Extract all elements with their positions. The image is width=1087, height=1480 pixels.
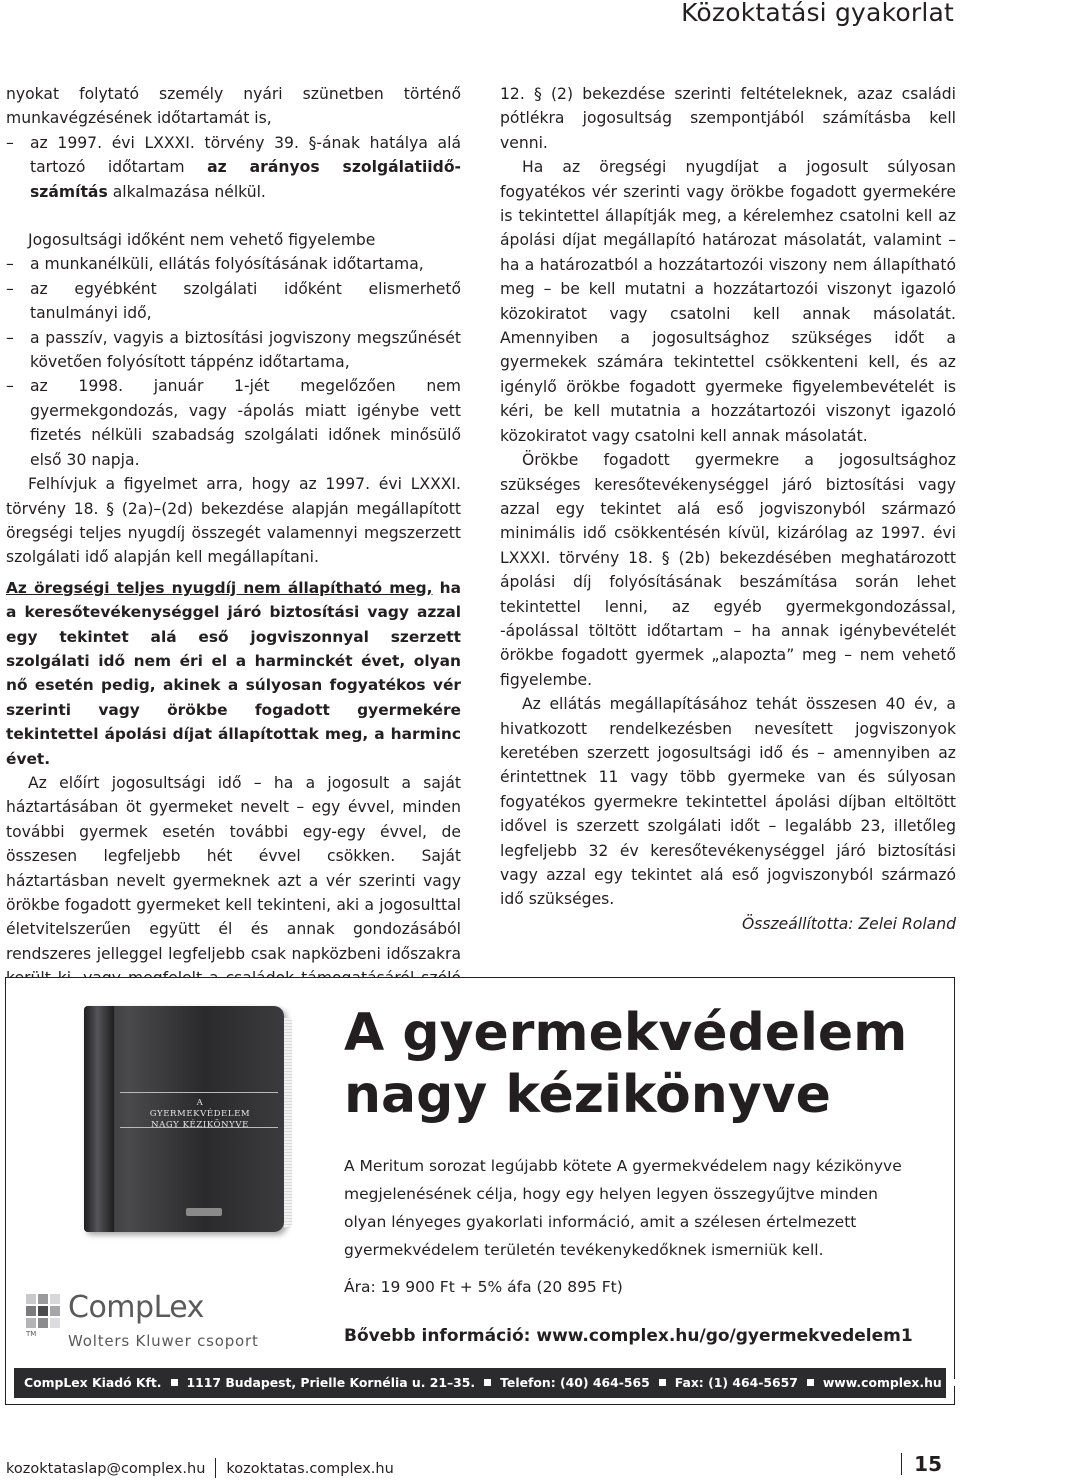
complex-logo (24, 1288, 284, 1358)
act-text-pre: az 1997. évi LXXXI. törvény 39. §-ának hatálya alá tartozó időtartam (30, 133, 461, 177)
left-list-item-unpaid-leave: – az 1998. január 1-jét megelőzően nem gyermekgondozás, vagy -ápolás miatt igénybe vett fizetés nélküli szabadság szolgálati időnek minősülő első 30 napja. (6, 374, 461, 472)
book-cover-image (84, 1006, 284, 1232)
author-signature: Összeállította: Zelei Roland (741, 914, 956, 933)
book-cover-line-3: NAGY KÉZIKÖNYVE (151, 1120, 249, 1130)
bold-underlined-lead: Az öregségi teljes nyugdíj nem állapítható meg, (6, 578, 433, 597)
footer-email[interactable]: kozoktataslap@complex.hu (6, 1461, 206, 1477)
ad-description: A Meritum sorozat legújabb kötete A gyermekvédelem nagy kézikönyve megjelenésének célja, hogy egy helyen legyen összegyűjtve minden olyan lényeges gyakorlati információ, amit a szélesen értelmezett gyermekvédelem területén tevékenykedőknek ismerniük kell. (344, 1157, 902, 1259)
left-list-item-act (6, 131, 461, 204)
act-text-post: alkalmazása nélkül. (107, 182, 266, 201)
left-paragraph-reduction: Az előírt jogosultsági idő – ha a jogosult a saját háztartásában öt gyermeket nevelt – egy évvel, minden további gyermek esetén további egy-egy évvel, de összesen legfeljebb hét évvel csökken. Saját háztartásban nevelt gyermeknek azt a vér szerinti vagy örökbe fogadott gyermeket kell tekinteni, aki a jogosulttal életvitelszerűen együtt él és annak gondozásából rendszeres jelleggel legfeljebb csak napközbeni időszakra (6, 773, 461, 963)
page-footer (6, 1458, 394, 1478)
complex-logo-tm: TM (26, 1330, 37, 1338)
ad-price: Ára: 19 900 Ft + 5% áfa (20 895 Ft) (344, 1278, 623, 1296)
ad-contact-address: 1117 Budapest, Prielle Kornélia u. 21–35. (186, 1375, 476, 1390)
bold-paragraph-rest: ha a keresőtevékenységgel járó biztosítási vagy azzal egy tekintet alá eső jogviszonnyal szerzett szolgálati idő nem éri el a harminckét évet, olyan nő esetén pedig, akinek a súlyosan fogyatékos vér szerinti vagy örökbe fogadott gyermekére tekintettel ápolási díjat állapítottak meg, a harminc évet. (6, 578, 461, 768)
footer-website[interactable]: kozoktatas.complex.hu (226, 1461, 394, 1477)
book-publisher-mark (186, 1208, 222, 1216)
ad-title-line-1: A gyermekvédelem (344, 1003, 908, 1063)
square-bullet-icon (659, 1379, 666, 1386)
square-bullet-icon (951, 1379, 958, 1386)
ad-more-info (344, 1326, 913, 1346)
square-bullet-icon (484, 1379, 491, 1386)
book-cover-line-1: A (196, 1098, 204, 1108)
right-paragraph-3: Örökbe fogadott gyermekre a jogosultsághoz szükséges keresőtevékenységgel járó biztosítási vagy azzal egy tekintet alá eső jogviszonyból származó minimális idő csökkentésén kívül, kizárólag az 1997. évi LXXXI. törvény 18. § (2b) bekezdésében meghatározott ápolási díj folyósításának beszámítása során lehet tekintettel lenni, az egyéb gyermekgondozással, -ápolással töltött időtartam – ha annak igénybevételét örökbe fogadott gyermek „alapozta” meg – nem vehető figyelembe. (500, 451, 956, 689)
left-list-item-sickpay: – a passzív, vagyis a biztosítási jogviszony megszűnését követően folyósított táppénz időtartama, (6, 326, 461, 375)
left-bold-paragraph (6, 576, 461, 771)
right-column (500, 82, 956, 936)
book-cover-title (130, 1098, 270, 1131)
left-paragraph-notice: Felhívjuk a figyelmet arra, hogy az 1997. évi LXXXI. törvény 18. § (2a)–(2d) bekezdése alapján megállapított öregségi teljes nyugdíj összegét valamennyi megszerzett szolgálati idő alapján kell megállapítani. (6, 475, 461, 567)
complex-logo-icon (24, 1292, 64, 1332)
left-heading-not-counted: Jogosultsági időként nem vehető figyelembe (28, 231, 376, 250)
right-paragraph-1: 12. § (2) bekezdése szerinti feltételeknek, azaz családi pótlékra jogosultság szempontjából számításba kell venni. (500, 85, 956, 152)
act-text-bold: az arányos szolgálatiidő-számítás (30, 158, 461, 201)
book-cover-line-2: GYERMEKVÉDELEM (149, 1109, 251, 1119)
ad-title-line-2: nagy kézikönyve (344, 1065, 831, 1125)
ad-contact-website[interactable]: www.complex.hu (822, 1375, 942, 1390)
square-bullet-icon (807, 1379, 814, 1386)
ad-contact-email[interactable]: info@complex.hu (966, 1375, 1087, 1390)
page-number-value: 15 (914, 1452, 942, 1476)
right-paragraph-2: Ha az öregségi nyugdíjat a jogosult súlyosan fogyatékos vér szerinti vagy örökbe fogadott gyermekére is tekintettel állapítják meg, a kérelemhez csatolni kell az ápolási díjat megállapító határozat másolatát, valamint – ha a határozatból a hozzátartozói viszony nem állapítható meg – be kell mutatni a hozzátartozói viszonyt igazoló közokiratot vagy csatolni kell annak másolatát. Amennyiben a jogosultsághoz szükséges időt a gyermekek számára tekintettel csökkenteni kell, és az igénylő örökbe fogadott gyermeke figyelembevételét is kéri, be kell mutatnia a hozzátartozói viszonyt igazoló közokiratot vagy csatolni kell annak másolatát. (500, 158, 956, 445)
complex-logo-subtitle: Wolters Kluwer csoport (68, 1332, 259, 1350)
left-list-item-unemployment: – a munkanélküli, ellátás folyósításának időtartama, (6, 252, 461, 276)
left-column (6, 82, 461, 1015)
left-list-item-study: – az egyébként szolgálati időként elismerhető tanulmányi idő, (6, 277, 461, 326)
ad-contact-fax: Fax: (1) 464-5657 (674, 1375, 798, 1390)
complex-logo-name: CompLex (68, 1290, 204, 1325)
ad-contact-phone: Telefon: (40) 464-565 (500, 1375, 650, 1390)
book-pages (284, 1018, 292, 1228)
page-number (901, 1452, 942, 1476)
ad-contact-company: CompLex Kiadó Kft. (24, 1375, 162, 1390)
footer-divider (215, 1458, 216, 1478)
left-paragraph-1: nyokat folytató személy nyári szünetben történő munkavégzésének időtartamát is, (6, 85, 461, 128)
running-header-title: Közoktatási gyakorlat (681, 0, 954, 27)
ad-contact-bar (14, 1368, 1087, 1398)
page-number-divider (901, 1453, 902, 1475)
book-advertisement (5, 977, 1087, 1405)
spacer (6, 204, 461, 228)
ad-more-label: Bővebb információ: (344, 1326, 537, 1346)
ad-more-link[interactable]: www.complex.hu/go/gyermekvedelem1 (536, 1326, 913, 1346)
square-bullet-icon (171, 1379, 178, 1386)
ad-title (344, 1002, 907, 1126)
book-spine (84, 1006, 114, 1232)
right-paragraph-4: Az ellátás megállapításához tehát összesen 40 év, a hivatkozott rendelkezésben nevesített jogviszonyok keretében szerzett jogosultsági idő és – amennyiben az érintettnek 11 vagy több gyermeke van és súlyosan fogyatékos gyermekre tekintettel ápolási díjban eltöltött idővel is szerzett szolgálati időt – legalább 23, illetőleg legfeljebb 32 év keresőtevékenységgel járó biztosítási vagy azzal egy tekintet alá eső jogviszonyból származó idő szükséges. (500, 695, 956, 909)
